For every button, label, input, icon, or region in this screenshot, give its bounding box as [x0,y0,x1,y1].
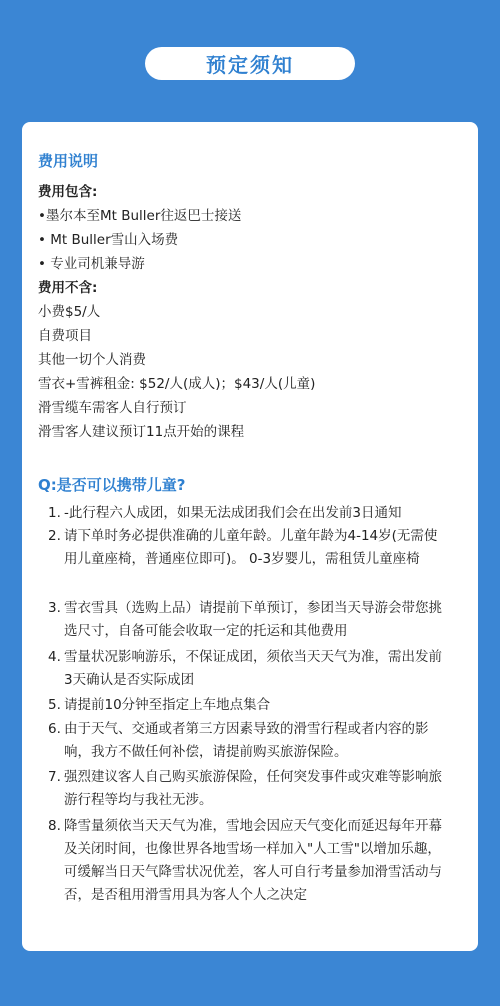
list-item [48,597,448,643]
title-pill [145,47,355,80]
list-item [48,502,448,525]
fees-excluded-item: 自费项目 [38,328,92,344]
list-item-number: 4. [48,649,61,665]
list-item [48,718,448,764]
fees-included-item: •墨尔本至Mt Buller往返巴士接送 [38,208,242,224]
list-item-number: 5. [48,697,61,713]
fees-excluded-label: 费用不含: [38,280,98,296]
list-item-number: 7. [48,769,61,785]
list-item [48,766,448,812]
fees-excluded-item: 小费$5/人 [38,304,101,320]
list-item-text: 降雪量须依当天天气为准，雪地会因应天气变化而延迟每年开幕及关闭时间，也像世界各地雪场一样加入"人工雪"以增加乐趣，可缓解当日天气降雪状况优差，客人可自行考量参加滑雪活动与否，是否租用滑雪用具为客人个人之决定 [64,818,442,903]
list-item-number: 6. [48,721,61,737]
notice-card [22,122,478,951]
list-item [48,646,448,692]
fees-included-item: • Mt Buller雪山入场费 [38,232,179,248]
list-item-text: 请提前10分钟至指定上车地点集合 [64,697,271,713]
list-item-number: 2. [48,528,61,544]
fees-excluded-item: 滑雪客人建议预订11点开始的课程 [38,424,245,440]
children-heading: Q:是否可以携带儿童? [38,476,186,494]
list-item [48,815,448,907]
fees-heading: 费用说明 [38,152,99,170]
list-item-text: -此行程六人成团，如果无法成团我们会在出发前3日通知 [64,505,402,521]
fees-excluded-item: 雪衣+雪裤租金: $52/人(成人)；$43/人(儿童) [38,376,316,392]
list-item-number: 8. [48,818,61,834]
list-item [48,694,448,717]
list-item-text: 强烈建议客人自己购买旅游保险，任何突发事件或灾难等影响旅游行程等均与我社无涉。 [64,769,442,808]
list-item [48,525,448,571]
fees-included-item: • 专业司机兼导游 [38,256,145,272]
list-item-text: 雪量状况影响游乐，不保证成团，须依当天天气为准，需出发前3天确认是否实际成团 [64,649,442,688]
list-item-text: 雪衣雪具（选购上品）请提前下单预订，参团当天导游会带您挑选尺寸，自备可能会收取一定的托运和其他费用 [64,600,442,639]
list-item-text: 由于天气、交通或者第三方因素导致的滑雪行程或者内容的影响，我方不做任何补偿，请提前购买旅游保险。 [64,721,429,760]
list-item-number: 3. [48,600,61,616]
fees-excluded-item: 其他一切个人消费 [38,352,146,368]
page-title: 预定须知 [206,53,294,77]
list-item-number: 1. [48,505,61,521]
fees-included-label: 费用包含: [38,184,98,200]
fees-excluded-item: 滑雪缆车需客人自行预订 [38,400,187,416]
list-item-text: 请下单时务必提供准确的儿童年龄。儿童年龄为4-14岁(无需使用儿童座椅，普通座位即可)。 0-3岁婴儿，需租赁儿童座椅 [64,528,438,567]
